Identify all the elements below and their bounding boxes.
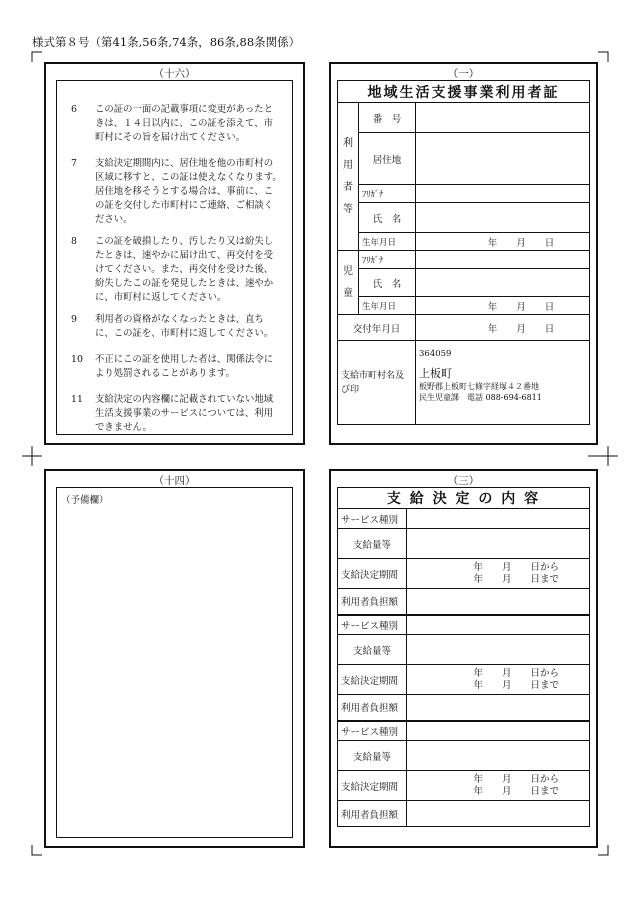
amount-label: 支給量等 [338, 741, 407, 771]
note-item [71, 103, 282, 145]
panel-sixteen [44, 62, 305, 445]
period-label: 支給決定期間 [338, 665, 407, 695]
note-text: この証の一面の記載事項に変更があったときは、１４日以内に、この証を添えて、市町村にその旨を届け出てください。 [95, 104, 274, 143]
notes-box [56, 80, 293, 435]
municipality-code: 364059 [419, 349, 452, 359]
note-number: 6 [71, 104, 77, 115]
municipality-name: 上板町 [419, 367, 452, 380]
service-label: サービス種別 [338, 509, 407, 529]
period-label: 支給決定期間 [338, 771, 407, 801]
panel-fourteen [44, 469, 305, 848]
child-birth-label: 生年月日 [359, 297, 416, 315]
note-item [71, 235, 282, 305]
period-value: 年 月 日から 年 月 日まで [407, 559, 590, 589]
panel-one [329, 62, 598, 445]
note-item [71, 157, 282, 227]
number-value [416, 103, 590, 133]
municipality-label: 支給市町村名及び印 [338, 341, 416, 425]
panel-title: （一） [447, 68, 480, 80]
address-value [416, 133, 590, 185]
service-label: サービス種別 [338, 615, 407, 635]
burden-value [407, 589, 590, 615]
user-card-table [337, 80, 590, 425]
panel-title: （十四） [153, 475, 196, 487]
decision-heading: 支 給 決 定 の 内 容 [338, 488, 590, 509]
burden-label: 利用者負担額 [338, 589, 407, 615]
burden-value [407, 695, 590, 721]
municipality-dept: 民生児童課 電話 088-694-6811 [419, 393, 542, 402]
user-group-label: 利 用 者 等 [338, 103, 359, 251]
child-name-value [416, 269, 590, 297]
amount-value [407, 635, 590, 665]
child-furigana-label: ﾌﾘｶﾞﾅ [359, 251, 416, 269]
note-text: 不正にこの証を使用した者は、関係法令により処罰されることがあります。 [95, 354, 274, 379]
service-value [407, 615, 590, 635]
child-name-label: 氏 名 [359, 269, 416, 297]
service-value [407, 509, 590, 529]
note-text: 利用者の資格がなくなったときは、直ちに、この証を、市町村に返してください。 [95, 314, 274, 339]
burden-value [407, 801, 590, 827]
service-value [407, 721, 590, 741]
name-value [416, 203, 590, 233]
period-value: 年 月 日から 年 月 日まで [407, 771, 590, 801]
note-number: 11 [71, 394, 83, 405]
municipality-address: 板野郡上板町七條字経塚４２番地 [419, 382, 539, 391]
furigana-label: ﾌﾘｶﾞﾅ [359, 185, 416, 203]
service-label: サービス種別 [338, 721, 407, 741]
form-header: 様式第８号（第41条,56条,74条，86条,88条関係） [32, 35, 301, 49]
municipality-value [416, 341, 590, 425]
decision-table [337, 487, 590, 827]
birth-value: 年 月 日 [416, 233, 590, 251]
reserve-label: （予備欄） [61, 495, 109, 506]
note-text: 支給決定期間内に、居住地を他の市町村の区域に移すと、この証は使えなくなります。居住地を移そうとする場合は、事前に、この証を交付した市町村にご連絡、ご相談ください。 [95, 158, 282, 225]
birth-label: 生年月日 [359, 233, 416, 251]
burden-label: 利用者負担額 [338, 695, 407, 721]
note-number: 8 [71, 236, 77, 247]
burden-label: 利用者負担額 [338, 801, 407, 827]
card-heading: 地域生活支援事業利用者証 [338, 81, 590, 103]
amount-label: 支給量等 [338, 635, 407, 665]
name-label: 氏 名 [359, 203, 416, 233]
amount-label: 支給量等 [338, 529, 407, 559]
number-label: 番 号 [359, 103, 416, 133]
reserve-box [56, 487, 293, 838]
note-text: この証を破損したり、汚したり又は紛失したときは、速やかに届け出て、再交付を受けてください。また、再交付を受けた後、紛失したこの証を発見したときは、速やかに、市町村に返してください。 [95, 236, 274, 303]
panel-title: （十六） [153, 68, 196, 80]
note-item [71, 353, 282, 381]
issue-date-value: 年 月 日 [416, 315, 590, 341]
note-number: 9 [71, 314, 77, 325]
child-furigana-value [416, 251, 590, 269]
period-value: 年 月 日から 年 月 日まで [407, 665, 590, 695]
amount-value [407, 741, 590, 771]
issue-date-label: 交付年月日 [338, 315, 416, 341]
amount-value [407, 529, 590, 559]
child-birth-value: 年 月 日 [416, 297, 590, 315]
period-label: 支給決定期間 [338, 559, 407, 589]
note-item [71, 393, 282, 435]
child-group-label: 児 童 [338, 251, 359, 315]
panel-title: （三） [447, 475, 480, 487]
note-text: 支給決定の内容欄に記載されていない地域生活支援事業のサービスについては、利用できません。 [95, 394, 274, 433]
note-number: 7 [71, 158, 77, 169]
panel-three [329, 469, 598, 848]
note-item [71, 313, 282, 341]
furigana-value [416, 185, 590, 203]
address-label: 居住地 [359, 133, 416, 185]
note-number: 10 [71, 354, 83, 365]
